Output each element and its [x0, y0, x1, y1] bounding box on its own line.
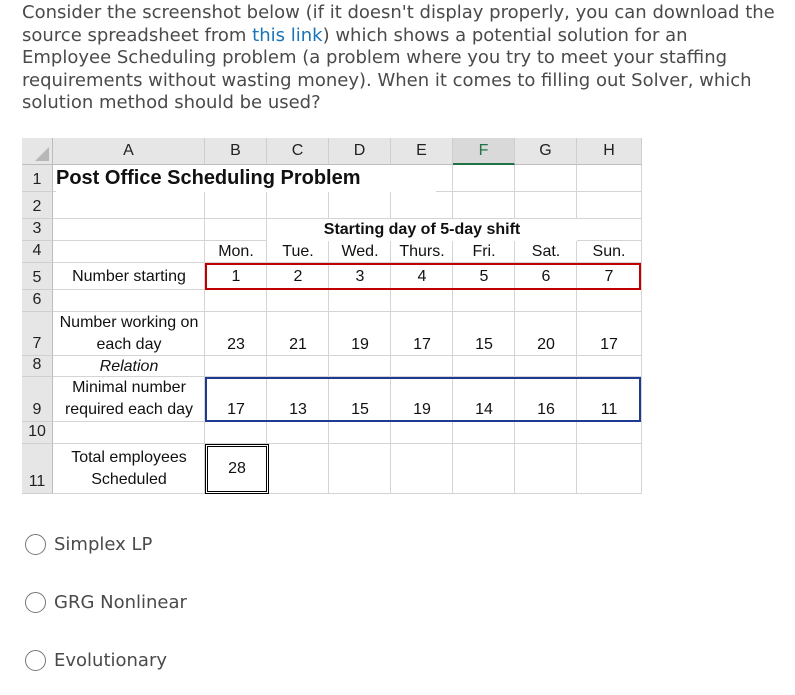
radio-icon[interactable]: [25, 650, 46, 671]
number-starting-fri: 5: [479, 267, 489, 285]
option-grg-nonlinear[interactable]: [25, 588, 187, 616]
minimal-required-sun: 11: [600, 401, 618, 418]
row-header-3: 3: [22, 219, 53, 241]
radio-icon[interactable]: [25, 534, 46, 555]
number-working-sun: 17: [600, 336, 618, 353]
number-starting-tue: 2: [293, 267, 303, 285]
column-header-e: E: [391, 138, 453, 165]
number-starting-thurs: 4: [417, 267, 427, 285]
option-evolutionary[interactable]: [25, 646, 167, 674]
minimal-required-label-line2: required each day: [64, 401, 194, 418]
option-label: GRG Nonlinear: [54, 591, 187, 613]
shift-header: Starting day of 5-day shift: [267, 219, 577, 241]
minimal-required-highlight: [205, 377, 641, 422]
question-text-after: ) which shows a potential solution for an Employee Scheduling problem (a problem where you try to meet your staffing requirements without wasting money). When it comes to filling out Solver, which solution method should be used?: [22, 24, 752, 114]
minimal-required-fri: 14: [475, 401, 493, 418]
day-mon: Mon.: [218, 243, 254, 260]
column-header-c: C: [267, 138, 329, 165]
relation-label: Relation: [99, 357, 159, 375]
day-tue: Tue.: [282, 243, 314, 260]
day-sun: Sun.: [592, 243, 626, 260]
number-working-tue: 21: [289, 336, 307, 353]
number-starting-sat: 6: [541, 267, 551, 285]
row-header-10: 10: [22, 422, 53, 444]
option-label: Simplex LP: [54, 533, 153, 555]
minimal-required-tue: 13: [289, 401, 307, 418]
row-header-1: 1: [22, 165, 53, 192]
column-header-g: G: [515, 138, 577, 165]
number-working-fri: 15: [475, 336, 493, 353]
day-wed: Wed.: [341, 243, 379, 260]
row-header-7: 7: [22, 312, 53, 356]
number-starting-mon: 1: [231, 267, 241, 285]
total-highlight: [205, 444, 269, 494]
number-starting-label: Number starting: [72, 267, 186, 285]
number-working-wed: 19: [351, 336, 369, 353]
radio-icon[interactable]: [25, 592, 46, 613]
day-fri: Fri.: [472, 243, 496, 260]
total-label-line1: Total employees: [71, 449, 187, 466]
number-starting-sun: 7: [604, 267, 614, 285]
row-header-2: 2: [22, 192, 53, 219]
number-working-label-line2: each day: [96, 336, 162, 353]
row-header-8: 8: [22, 356, 53, 377]
number-starting-wed: 3: [355, 267, 365, 285]
total-value: 28: [228, 460, 246, 477]
row-header-5: 5: [22, 263, 53, 290]
source-link[interactable]: this link: [252, 24, 323, 46]
select-all-corner: [22, 138, 53, 165]
total-label-line2: Scheduled: [91, 471, 167, 488]
minimal-required-label-line1: Minimal number: [72, 379, 186, 396]
column-header-d: D: [329, 138, 391, 165]
row-header-9: 9: [22, 377, 53, 422]
column-header-f: F: [453, 138, 515, 165]
row-header-6: 6: [22, 290, 53, 312]
option-label: Evolutionary: [54, 649, 168, 671]
minimal-required-thurs: 19: [413, 401, 431, 418]
option-simplex-lp[interactable]: [25, 530, 152, 558]
spreadsheet-screenshot: [22, 138, 642, 495]
minimal-required-sat: 16: [537, 401, 555, 418]
number-working-mon: 23: [227, 336, 245, 353]
question-text-before: Consider the screenshot below (if it doesn't display properly, you can download the source spreadsheet from: [22, 2, 775, 46]
column-header-h: H: [577, 138, 642, 165]
row-header-4: 4: [22, 241, 53, 263]
number-working-label-line1: Number working on: [59, 314, 199, 331]
sheet-title: Post Office Scheduling Problem: [56, 165, 436, 192]
number-starting-highlight: [205, 263, 641, 290]
question-text: [22, 2, 782, 115]
number-working-thurs: 17: [413, 336, 431, 353]
number-working-sat: 20: [537, 336, 555, 353]
day-thurs: Thurs.: [399, 243, 445, 260]
day-sat: Sat.: [531, 243, 561, 260]
column-header-b: B: [205, 138, 267, 165]
minimal-required-mon: 17: [227, 401, 245, 418]
row-header-11: 11: [22, 444, 53, 494]
minimal-required-wed: 15: [351, 401, 369, 418]
column-header-a: A: [53, 138, 205, 165]
